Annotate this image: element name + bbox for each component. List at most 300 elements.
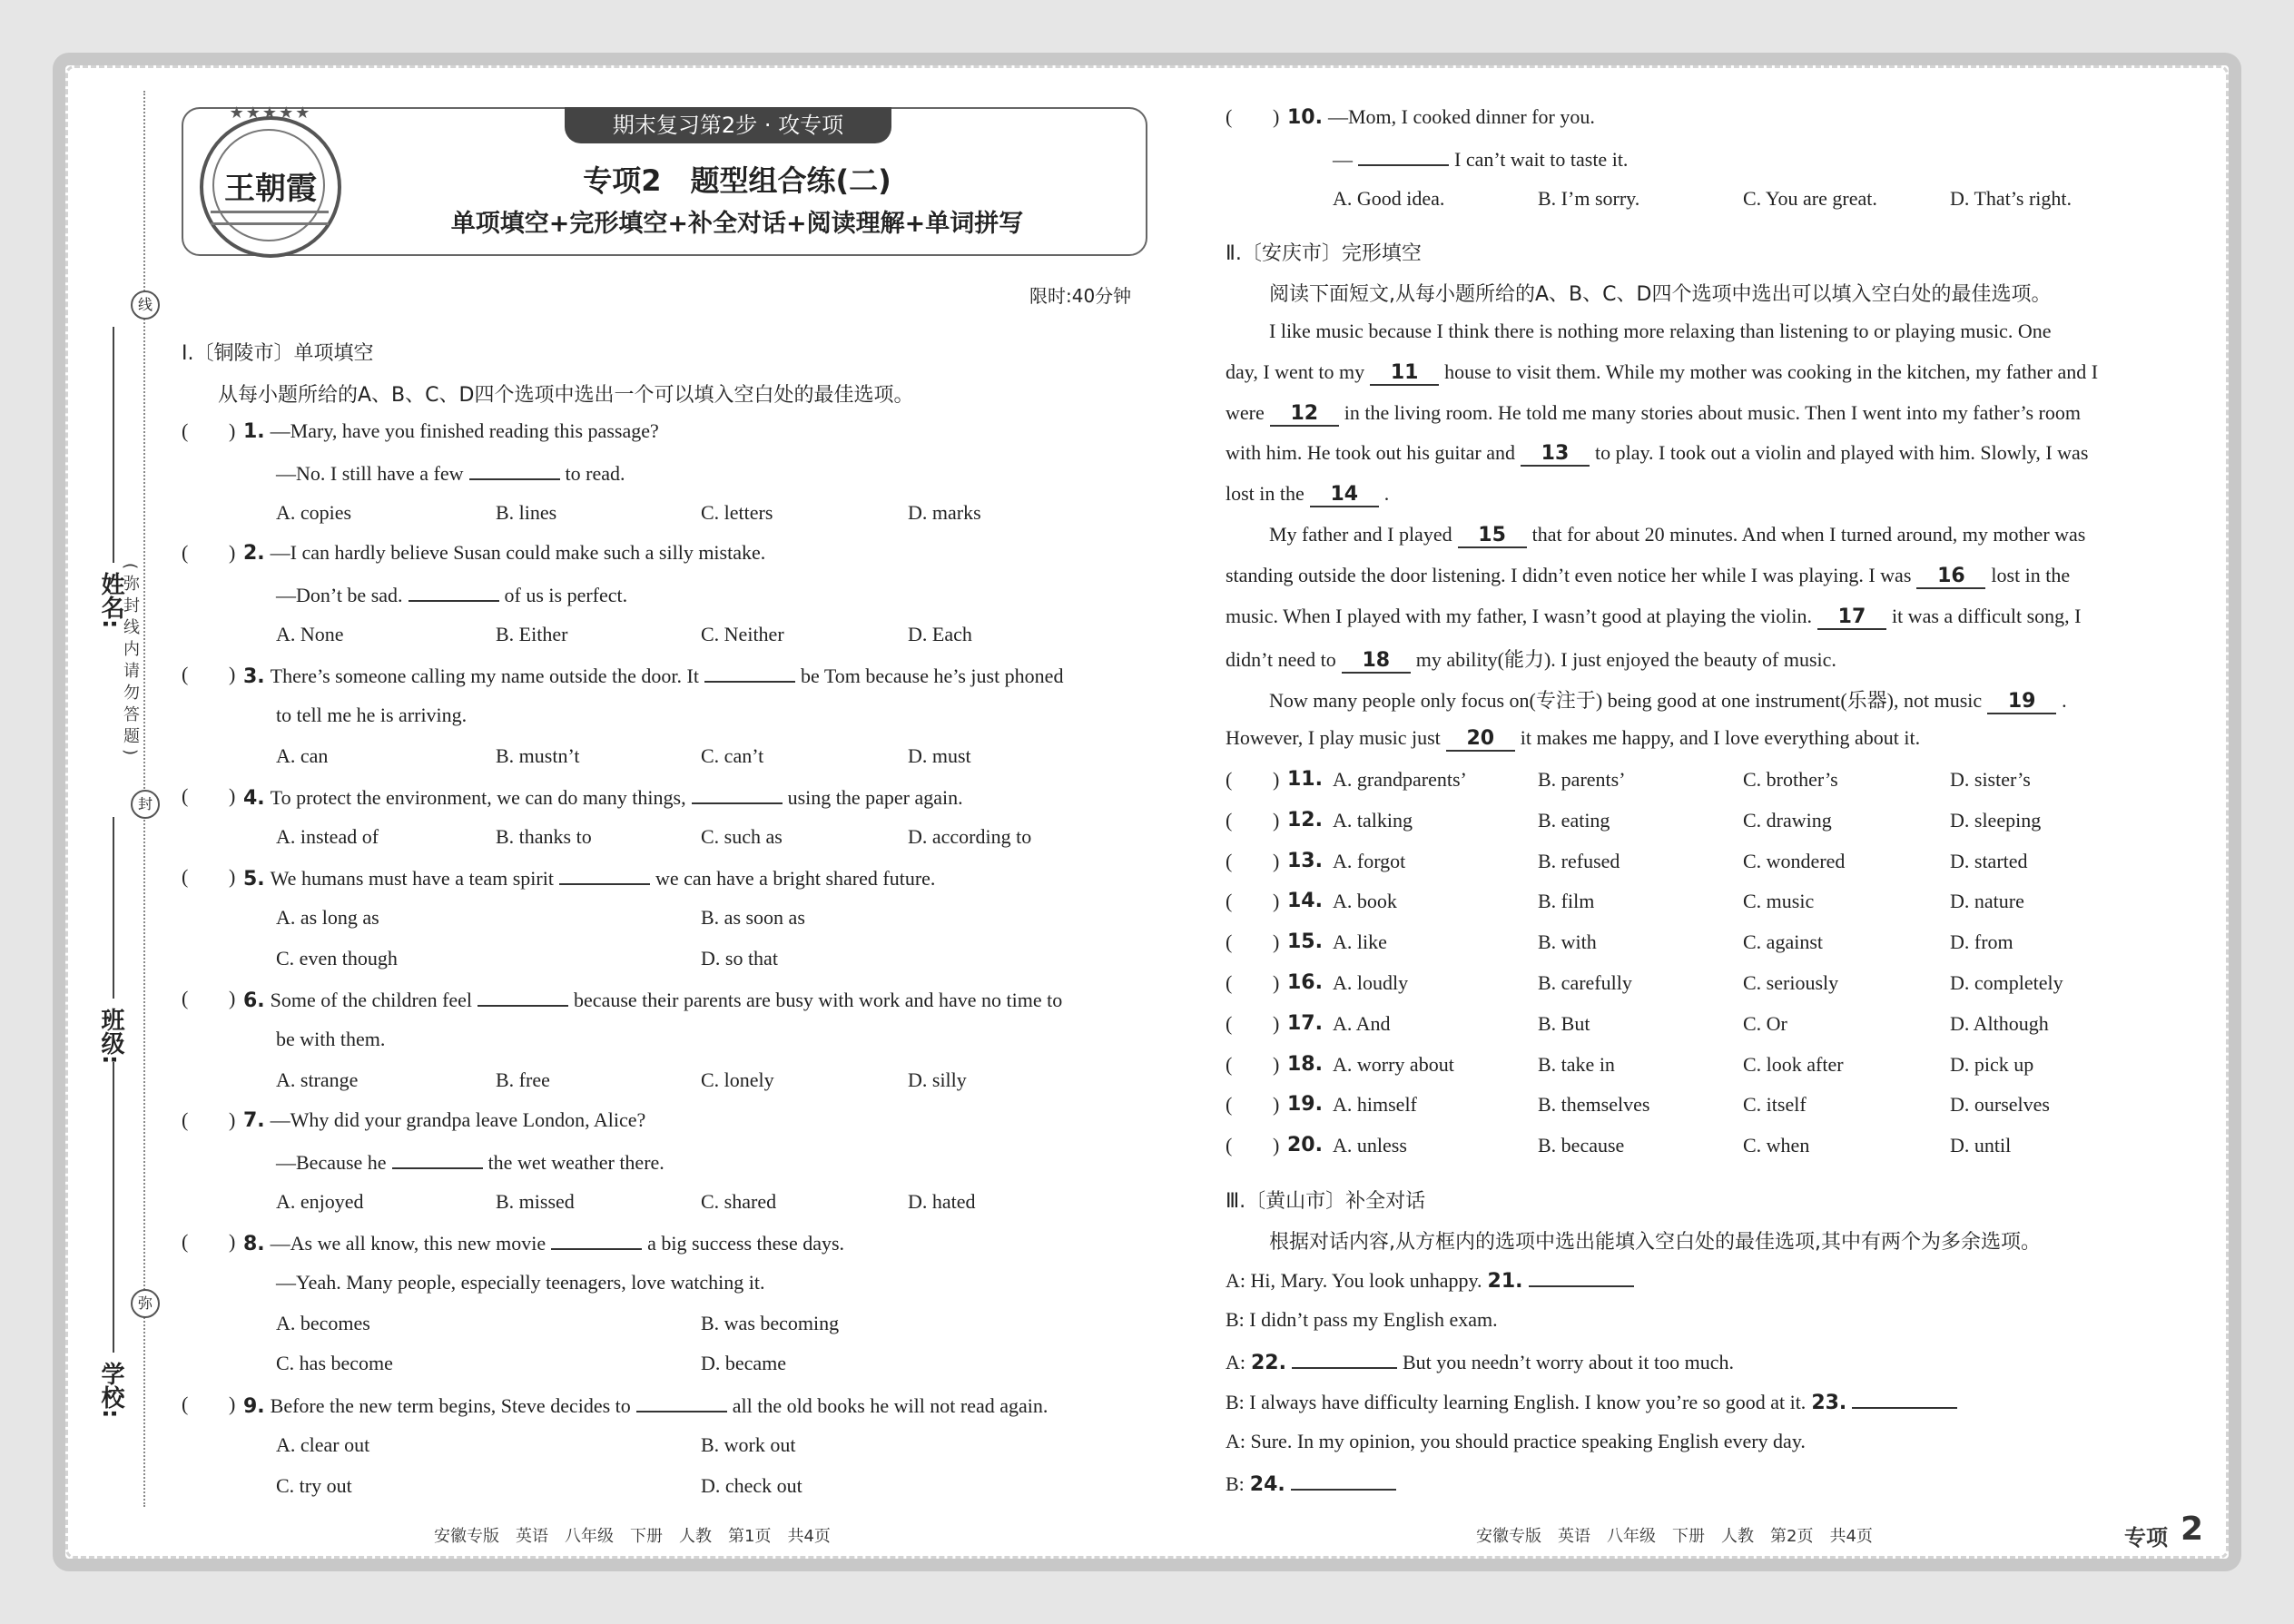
bracket-open: ( <box>1226 849 1233 872</box>
numbered-blank[interactable]: 20 <box>1446 727 1515 752</box>
option: B. I’m sorry. <box>1538 186 1640 210</box>
numbered-blank[interactable]: 12 <box>1270 402 1339 427</box>
bracket-open: ( <box>182 987 189 1009</box>
answer-blank[interactable] <box>636 1393 727 1412</box>
dialogue-line <box>1226 1349 1734 1374</box>
question-7 <box>243 1108 645 1132</box>
option: B. free <box>496 1068 550 1091</box>
option: A. as long as <box>276 905 379 929</box>
answer-bracket[interactable] <box>1226 809 1232 832</box>
option-number: 19. <box>1287 1093 1323 1117</box>
dialogue-line <box>1226 1389 1963 1414</box>
answer-blank[interactable] <box>692 784 783 804</box>
answer-blank[interactable] <box>1291 1471 1396 1491</box>
time-limit: 限时:40分钟 <box>1029 285 1132 307</box>
bracket-open: ( <box>182 1393 189 1415</box>
option: C. Or <box>1743 1011 1787 1035</box>
dialogue-text: B: <box>1226 1472 1245 1495</box>
passage-text: However, I play music just <box>1226 726 1441 749</box>
option: C. against <box>1743 930 1823 954</box>
option: D. marks <box>908 500 981 524</box>
dialogue-line <box>1226 1471 1402 1496</box>
option: B. was becoming <box>701 1311 840 1334</box>
answer-bracket[interactable] <box>182 865 188 889</box>
question-text-post: I can’t wait to taste it. <box>1454 147 1629 171</box>
passage-text: didn’t need to <box>1226 648 1336 672</box>
dialogue-text: B: I always have difficulty learning English. I know you’re so good at it. <box>1226 1391 1807 1414</box>
bracket-close: ) <box>229 784 236 807</box>
option: B. missed <box>496 1189 575 1213</box>
question-line2: —Yeah. Many people, especially teenagers, love watching it. <box>276 1270 765 1294</box>
logo-text: 王朝霞 <box>224 171 317 207</box>
bracket-open: ( <box>182 865 189 888</box>
answer-bracket-close <box>1273 768 1279 792</box>
name-field[interactable] <box>113 327 114 563</box>
option: D. became <box>701 1352 787 1375</box>
passage-line <box>1226 564 2070 589</box>
passage-text: Now many people only focus on(专注于) being good at one instrument(乐器), not music <box>1269 689 1983 713</box>
answer-blank[interactable] <box>409 582 499 602</box>
option: B. eating <box>1538 808 1610 832</box>
question-9 <box>243 1393 1048 1418</box>
answer-bracket[interactable] <box>182 1108 188 1132</box>
dialogue-text: A: Sure. In my opinion, you should practice speaking English every day. <box>1226 1430 1806 1453</box>
question-line2 <box>1333 146 1628 172</box>
dialogue-line <box>1226 1267 1639 1293</box>
answer-blank[interactable] <box>1292 1349 1397 1369</box>
answer-bracket[interactable] <box>182 541 188 565</box>
numbered-blank[interactable]: 17 <box>1817 605 1886 630</box>
question-text: —Don’t be sad. <box>276 583 403 606</box>
section3-title: Ⅲ.〔黄山市〕补全对话 <box>1226 1190 1426 1213</box>
answer-bracket[interactable] <box>1226 930 1232 954</box>
answer-bracket[interactable] <box>1226 1012 1232 1036</box>
bracket-close: ) <box>229 1230 236 1253</box>
option: A. himself <box>1333 1093 1417 1117</box>
bracket-close: ) <box>229 419 236 442</box>
numbered-blank[interactable]: 15 <box>1458 524 1527 548</box>
logo <box>200 103 341 258</box>
numbered-blank[interactable]: 11 <box>1370 361 1439 386</box>
passage-line <box>1269 320 2051 343</box>
seal-note: (弥封线内请勿答题) <box>121 563 140 762</box>
passage-text: . <box>1383 482 1390 506</box>
question-line2: be with them. <box>276 1027 386 1050</box>
option: D. sister’s <box>1950 768 2031 791</box>
answer-bracket-close <box>1273 971 1279 995</box>
answer-bracket[interactable] <box>182 419 188 443</box>
answer-bracket[interactable] <box>1226 105 1232 129</box>
answer-bracket[interactable] <box>1226 850 1232 873</box>
bracket-close: ) <box>1273 1093 1280 1117</box>
option: C. brother’s <box>1743 768 1838 791</box>
banner-pill: 期末复习第2步 · 攻专项 <box>565 107 891 143</box>
option: B. But <box>1538 1011 1590 1035</box>
question-number: 8. <box>243 1233 265 1255</box>
option-number: 13. <box>1287 849 1323 872</box>
school-field[interactable] <box>113 1062 114 1353</box>
option: D. sleeping <box>1950 808 2042 832</box>
passage-text: were <box>1226 400 1265 424</box>
answer-bracket-close <box>229 987 235 1010</box>
option: D. hated <box>908 1189 976 1213</box>
bracket-close: ) <box>1273 849 1280 872</box>
answer-blank[interactable] <box>1358 146 1449 166</box>
answer-blank[interactable] <box>1852 1389 1957 1409</box>
bracket-open: ( <box>1226 808 1233 832</box>
answer-blank[interactable] <box>551 1230 642 1250</box>
option: A. copies <box>276 500 352 524</box>
option: A. forgot <box>1333 849 1406 872</box>
numbered-blank[interactable]: 19 <box>1987 690 2056 714</box>
option: D. must <box>908 743 971 767</box>
question-number: 3. <box>243 665 265 688</box>
class-label: 班级: <box>97 1008 124 1065</box>
answer-bracket-close <box>1273 1012 1279 1036</box>
option: A. becomes <box>276 1311 370 1334</box>
passage-text: my ability(能力). I just enjoyed the beauty of music. <box>1415 648 1836 672</box>
dialogue-number: 24. <box>1249 1473 1285 1496</box>
option-number: 14. <box>1287 890 1323 913</box>
question-number: 7. <box>243 1109 265 1132</box>
answer-bracket[interactable] <box>182 987 188 1010</box>
answer-bracket[interactable] <box>182 1393 188 1416</box>
section1-instruction: 从每小题所给的A、B、C、D四个选项中选出一个可以填入空白处的最佳选项。 <box>218 384 914 407</box>
bracket-open: ( <box>1226 1011 1233 1035</box>
bracket-open: ( <box>182 784 189 807</box>
question-10 <box>1287 105 1595 129</box>
question-number: 2. <box>243 542 265 565</box>
bracket-close: ) <box>1273 971 1280 994</box>
passage-line <box>1226 605 2082 630</box>
option-number: 15. <box>1287 930 1323 954</box>
answer-bracket[interactable] <box>182 1230 188 1254</box>
question-2 <box>243 541 765 565</box>
question-number: 4. <box>243 787 265 810</box>
page-title: 专项2 题型组合练(二) <box>583 163 891 198</box>
option: C. try out <box>276 1473 352 1497</box>
option: A. strange <box>276 1068 359 1091</box>
bracket-open: ( <box>1226 1093 1233 1117</box>
bracket-close: ) <box>229 987 236 1009</box>
answer-bracket-close <box>229 541 235 565</box>
dialogue-text: A: <box>1226 1350 1245 1373</box>
option: B. film <box>1538 890 1595 913</box>
question-line2 <box>276 460 625 486</box>
option-number: 16. <box>1287 971 1323 994</box>
option: D. ourselves <box>1950 1093 2050 1117</box>
option: D. check out <box>701 1473 802 1497</box>
option: A. clear out <box>276 1432 370 1456</box>
line-mark: 线 <box>131 290 160 320</box>
option: B. mustn’t <box>496 743 580 767</box>
question-text-post: to read. <box>565 461 625 485</box>
star-icons: ★★★★★ <box>229 103 312 122</box>
mi-mark: 弥 <box>131 1289 160 1318</box>
answer-bracket[interactable] <box>182 784 188 808</box>
bracket-close: ) <box>1273 1052 1280 1076</box>
passage-text: . <box>2062 689 2067 713</box>
seal-mark: 封 <box>131 790 160 819</box>
bracket-open: ( <box>1226 105 1233 128</box>
option: D. so that <box>701 946 778 969</box>
bracket-close: ) <box>229 865 236 888</box>
passage-line <box>1226 360 2098 386</box>
question-text: There’s someone calling my name outside the door. It <box>270 664 699 687</box>
option: D. started <box>1950 849 2028 872</box>
passage-text: standing outside the door listening. I didn’t even notice her while I was playing. I was <box>1226 563 1912 586</box>
option: D. nature <box>1950 890 2024 913</box>
bracket-open: ( <box>1226 971 1233 994</box>
answer-bracket-close <box>229 663 235 686</box>
option: A. And <box>1333 1011 1391 1035</box>
question-number: 5. <box>243 868 265 891</box>
option: C. wondered <box>1743 849 1846 872</box>
bracket-close: ) <box>1273 1134 1280 1157</box>
answer-bracket-close <box>229 784 235 808</box>
bracket-close: ) <box>1273 890 1280 913</box>
option: C. Neither <box>701 622 784 645</box>
option: C. You are great. <box>1743 186 1877 210</box>
question-1 <box>243 419 659 443</box>
section2-title: Ⅱ.〔安庆市〕完形填空 <box>1226 242 1422 265</box>
option: D. completely <box>1950 971 2063 994</box>
passage-text: that for about 20 minutes. And when I turned around, my mother was <box>1531 523 2086 546</box>
option: A. None <box>276 622 344 645</box>
option: A. Good idea. <box>1333 186 1445 210</box>
answer-bracket[interactable] <box>1226 890 1232 913</box>
answer-bracket-close <box>229 1393 235 1416</box>
passage-text: to play. I took out a violin and played with him. Slowly, I was <box>1594 441 2089 465</box>
bracket-open: ( <box>182 419 189 442</box>
passage-text: lost in the <box>1226 482 1305 506</box>
option: B. because <box>1538 1134 1625 1157</box>
answer-bracket[interactable] <box>1226 768 1232 792</box>
answer-bracket-close <box>229 1230 235 1254</box>
answer-bracket-close <box>229 419 235 443</box>
option: C. music <box>1743 890 1815 913</box>
section-tag-number: 2 <box>2181 1511 2204 1548</box>
section3-instruction: 根据对话内容,从方框内的选项中选出能填入空白处的最佳选项,其中有两个为多余选项。 <box>1269 1231 2041 1254</box>
bracket-close: ) <box>1273 105 1280 128</box>
option-number: 11. <box>1287 768 1323 791</box>
numbered-blank[interactable]: 14 <box>1310 483 1379 507</box>
option: C. drawing <box>1743 808 1832 832</box>
bracket-open: ( <box>1226 1052 1233 1076</box>
option: C. letters <box>701 500 773 524</box>
question-text-post: we can have a bright shared future. <box>655 867 936 890</box>
passage-line <box>1226 645 1836 674</box>
passage-text: day, I went to my <box>1226 359 1365 383</box>
numbered-blank[interactable]: 13 <box>1521 442 1590 467</box>
option-number: 18. <box>1287 1052 1323 1076</box>
option: A. instead of <box>276 824 379 848</box>
passage-line <box>1226 441 2088 467</box>
option: C. shared <box>701 1189 777 1213</box>
question-6 <box>243 987 1062 1012</box>
question-text-post: using the paper again. <box>787 786 963 809</box>
passage-text: lost in the <box>1991 563 2071 586</box>
question-line2 <box>276 1149 665 1175</box>
option: A. worry about <box>1333 1052 1454 1076</box>
answer-bracket[interactable] <box>1226 971 1232 995</box>
question-5 <box>243 865 935 891</box>
option: A. talking <box>1333 808 1413 832</box>
dialogue-text-post: But you needn’t worry about it too much. <box>1402 1350 1734 1373</box>
passage-text: house to visit them. While my mother was cooking in the kitchen, my father and I <box>1444 359 2099 383</box>
passage-text: My father and I played <box>1269 523 1452 546</box>
option: A. can <box>276 743 329 767</box>
answer-bracket-close <box>1273 1053 1279 1077</box>
option: B. as soon as <box>701 905 805 929</box>
question-text: We humans must have a team spirit <box>270 867 554 890</box>
question-text: —Because he <box>276 1150 387 1174</box>
question-text-post: a big success these days. <box>647 1232 845 1255</box>
answer-bracket-close <box>1273 105 1279 129</box>
bracket-close: ) <box>1273 808 1280 832</box>
bracket-close: ) <box>229 1393 236 1415</box>
dialogue-text: A: Hi, Mary. You look unhappy. <box>1226 1269 1482 1292</box>
question-text-post: all the old books he will not read again. <box>732 1394 1049 1417</box>
answer-bracket[interactable] <box>1226 1093 1232 1117</box>
class-field[interactable] <box>113 817 114 999</box>
passage-line <box>1226 401 2081 427</box>
bracket-open: ( <box>182 1108 189 1131</box>
answer-blank[interactable] <box>392 1149 483 1169</box>
question-text: —As we all know, this new movie <box>270 1232 546 1255</box>
question-3 <box>243 663 1063 688</box>
passage-text: music. When I played with my father, I wasn’t good at playing the violin. <box>1226 604 1812 627</box>
option: A. grandparents’ <box>1333 768 1467 791</box>
option: C. lonely <box>701 1068 774 1091</box>
option: B. thanks to <box>496 824 592 848</box>
answer-bracket[interactable] <box>1226 1053 1232 1077</box>
answer-bracket-close <box>1273 1093 1279 1117</box>
section1-title: Ⅰ.〔铜陵市〕单项填空 <box>182 342 374 365</box>
bracket-open: ( <box>1226 890 1233 913</box>
passage-text: in the living room. He told me many stories about music. Then I went into my father’s room <box>1344 400 2081 424</box>
answer-bracket-close <box>1273 930 1279 954</box>
name-label: 姓名: <box>97 572 124 629</box>
option: B. lines <box>496 500 557 524</box>
section-tag-label: 专项 <box>2124 1525 2168 1550</box>
question-4 <box>243 784 963 810</box>
numbered-blank[interactable]: 16 <box>1916 565 1985 589</box>
question-text-post: of us is perfect. <box>504 583 628 606</box>
option: B. themselves <box>1538 1093 1650 1117</box>
option: B. parents’ <box>1538 768 1626 791</box>
dialogue-number: 23. <box>1811 1392 1847 1415</box>
option: D. according to <box>908 824 1032 848</box>
option: B. work out <box>701 1432 796 1456</box>
dialogue-number: 21. <box>1487 1270 1523 1293</box>
passage-line <box>1226 726 1920 752</box>
dialogue-line <box>1226 1308 1498 1332</box>
question-number: 9. <box>243 1395 265 1418</box>
bracket-open: ( <box>182 541 189 564</box>
passage-line <box>1226 482 1389 507</box>
bracket-open: ( <box>1226 930 1233 954</box>
question-text-post: because their parents are busy with work and have no time to <box>574 989 1063 1011</box>
page-subtitle: 单项填空+完形填空+补全对话+阅读理解+单词拼写 <box>450 210 1024 238</box>
option: C. when <box>1743 1134 1810 1157</box>
option: B. carefully <box>1538 971 1632 994</box>
question-text: —No. I still have a few <box>276 461 464 485</box>
binding-strip <box>91 91 191 1507</box>
question-text: To protect the environment, we can do many things, <box>270 786 686 809</box>
option: D. Each <box>908 622 972 645</box>
answer-bracket-close <box>229 1108 235 1132</box>
option: B. with <box>1538 930 1597 954</box>
answer-blank[interactable] <box>559 865 650 885</box>
option: C. can’t <box>701 743 764 767</box>
option: D. pick up <box>1950 1052 2034 1076</box>
option: D. until <box>1950 1134 2012 1157</box>
school-label: 学校: <box>97 1362 124 1419</box>
question-text: —Mary, have you finished reading this passage? <box>270 419 659 442</box>
option: D. silly <box>908 1068 967 1091</box>
option: B. Either <box>496 622 568 645</box>
dialogue-text: B: I didn’t pass my English exam. <box>1226 1307 1498 1331</box>
answer-bracket[interactable] <box>1226 1134 1232 1157</box>
question-line2: to tell me he is arriving. <box>276 703 468 726</box>
answer-blank[interactable] <box>704 663 795 683</box>
question-number: 1. <box>243 420 265 443</box>
answer-blank[interactable] <box>478 987 568 1007</box>
header-box <box>182 103 1147 256</box>
bracket-close: ) <box>229 1108 236 1131</box>
question-text: —Mom, I cooked dinner for you. <box>1327 105 1595 128</box>
question-8 <box>243 1230 844 1255</box>
option: A. enjoyed <box>276 1189 364 1213</box>
bracket-close: ) <box>1273 768 1280 791</box>
question-text-post: the wet weather there. <box>487 1150 665 1174</box>
answer-bracket-close <box>1273 850 1279 873</box>
option: A. book <box>1333 890 1397 913</box>
answer-blank[interactable] <box>469 460 560 480</box>
option-number: 17. <box>1287 1011 1323 1035</box>
passage-line <box>1269 685 2067 714</box>
option: D. Although <box>1950 1011 2049 1035</box>
answer-blank[interactable] <box>1529 1267 1634 1287</box>
answer-bracket[interactable] <box>182 663 188 686</box>
logo-stripes <box>211 211 329 225</box>
dialogue-number: 22. <box>1251 1351 1286 1374</box>
section2-instruction: 阅读下面短文,从每小题所给的A、B、C、D四个选项中选出可以填入空白处的最佳选项。 <box>1269 283 2052 306</box>
question-text: Some of the children feel <box>270 989 473 1011</box>
passage-line <box>1269 523 2085 548</box>
option-number: 12. <box>1287 808 1323 832</box>
question-text: —I can hardly believe Susan could make such a silly mistake. <box>270 541 766 564</box>
question-text: Before the new term begins, Steve decides to <box>270 1394 631 1417</box>
numbered-blank[interactable]: 18 <box>1342 649 1411 674</box>
question-line2 <box>276 582 627 607</box>
bracket-close: ) <box>1273 930 1280 954</box>
bracket-close: ) <box>1273 1011 1280 1035</box>
option: C. has become <box>276 1352 393 1375</box>
passage-text: it was a difficult song, I <box>1891 604 2082 627</box>
passage-text: I like music because I think there is nothing more relaxing than listening to or playing music. One <box>1269 320 2052 342</box>
bracket-open: ( <box>182 663 189 685</box>
bracket-open: ( <box>182 1230 189 1253</box>
dialogue-line <box>1226 1430 1806 1453</box>
option: A. like <box>1333 930 1387 954</box>
bracket-open: ( <box>1226 1134 1233 1157</box>
option: B. take in <box>1538 1052 1615 1076</box>
question-number: 10. <box>1287 106 1323 129</box>
question-text-post: be Tom because he’s just phoned <box>800 664 1064 687</box>
footer-left: 安徽专版 英语 八年级 下册 人教 第1页 共4页 <box>434 1527 831 1546</box>
